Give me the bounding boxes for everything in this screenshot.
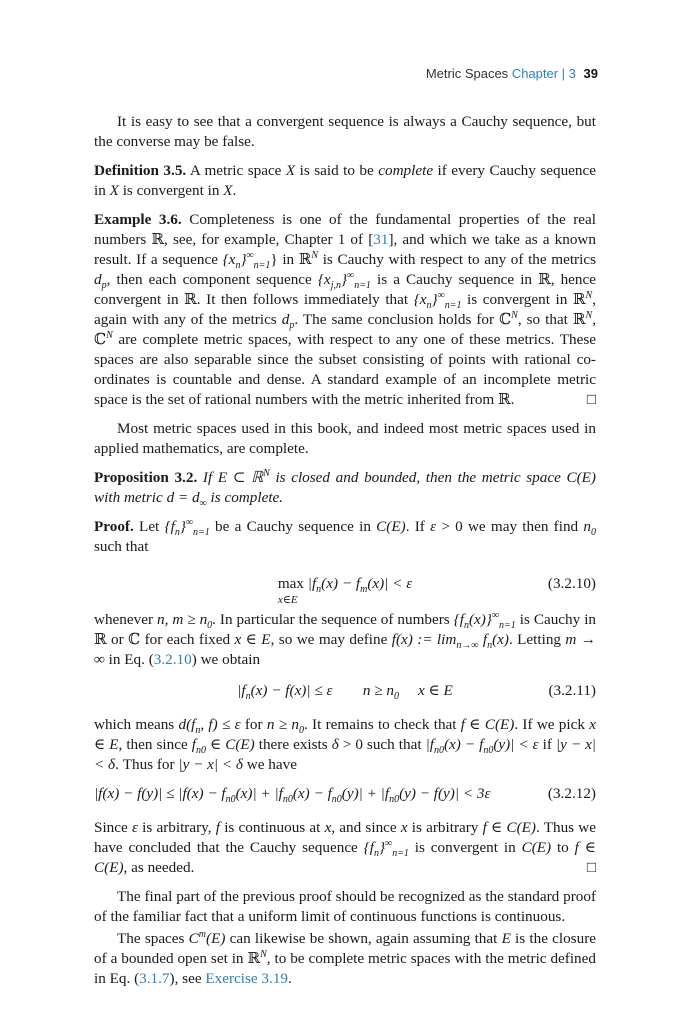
equation-3-2-10 (94, 566, 596, 606)
math-N: N (511, 309, 518, 321)
def-text: A metric space (186, 162, 286, 179)
math-n0: $n_0$ (583, 518, 596, 539)
example-text: Completeness is one of the fundamental properties of the real numbers ℝ, see, for example, Chapter 1 of [ (94, 211, 596, 248)
math-CE: C(E) (566, 469, 596, 486)
math-X: X (109, 182, 119, 199)
math-in-RN: } in ℝ (270, 251, 312, 268)
math-dp: $d_p$ (94, 271, 107, 292)
equation-number: (3.2.12) (547, 785, 596, 802)
paragraph-uniform-limit: The final part of the previous proof should be recognized as the standard proof of the familiar fact that a uniform limit of continuous functions is continuous. (94, 888, 596, 925)
math-E-subset: E ⊂ ℝ (217, 469, 264, 486)
proof-text: Let (133, 518, 165, 535)
proof-conclusion: Since ε is arbitrary, f is continuous at x, and since x is arbitrary f ∈ C(E). Thus we have concluded that the Cauchy sequence $\{f_n\}^\infty_{n=1}$ is convergent in C(E) to f ∈ C(E), as needed. □ (94, 819, 597, 876)
paragraph-complete-spaces: Most metric spaces used in this book, and indeed most metric spaces used in applied mathematics, are complete. (94, 420, 596, 457)
def-text: is said to be (295, 162, 379, 179)
example-text: , again with any of the metrics (94, 291, 597, 328)
example-text: is a Cauchy sequence in ℝ, hence convergent in ℝ. It then follows immediately that (94, 271, 597, 308)
prop-text: is complete. (206, 489, 284, 506)
math-N: N (585, 309, 593, 321)
definition-label: Definition 3.5. (94, 162, 187, 179)
math-CN: ℂ (499, 311, 512, 328)
math-N: N (106, 329, 113, 341)
math-dp: $d_p$ (281, 311, 295, 332)
equation-body: $|f(x) - f(y)| \le |f(x) - f_{n0}(x)| + |f_{n0}(x) - f_{n0}(y)| + |f_{n0}(y) - f(y)| < 3\varepsilon$ (94, 785, 491, 806)
math-seq: $\{x_n\}^\infty_{n=1}$ (222, 249, 271, 272)
example-text: ], and which we take as a known result. If a sequence (94, 231, 596, 268)
page-number: 39 (583, 66, 598, 81)
math-X: X (223, 182, 233, 199)
equation-ref-link[interactable]: 3.1.7 (139, 970, 170, 987)
exercise-link[interactable]: Exercise 3.19 (205, 970, 289, 987)
math-seq: $\{x_n\}^\infty_{n=1}$ (413, 289, 462, 312)
proof-text: be a Cauchy sequence in (209, 518, 377, 535)
example-text: , so that (517, 311, 573, 328)
math-fn-seq: $\{f_n\}^\infty_{n=1}$ (164, 516, 210, 539)
equation-ref-link[interactable]: 3.2.10 (153, 651, 192, 668)
equation-body: max x∈E $|f_n(x) - f_m(x)| < \varepsilon$ (277, 575, 413, 606)
example-label: Example 3.6. (94, 211, 182, 228)
intro-paragraph: It is easy to see that a convergent sequence is always a Cauchy sequence, but the converse may be false. (94, 113, 596, 150)
def-text: if every Cauchy sequence in (94, 162, 596, 199)
def-text: is convergent in (118, 182, 224, 199)
proof-text: such that (94, 538, 149, 555)
qed-icon: □ (586, 391, 596, 408)
math-CE: C(E) (376, 518, 406, 535)
prop-text: is closed and bounded, then the metric space (269, 469, 567, 486)
math-X: X (285, 162, 296, 179)
example-text: are complete metric spaces, with respect to any one of these metrics. These spaces are also separable since the subset consisting of points with rational co-ordinates is countable and dense. A standard example of an incomplete metric space is the set of rational numbers with the metric inherited from ℝ. (94, 331, 596, 408)
math-N: N (311, 249, 319, 261)
prop-text: with metric (94, 489, 167, 506)
proof-label: Proof. (94, 518, 134, 535)
math-d-inf: $d = d_\infty$ (166, 489, 207, 510)
equation-body: $|f_n(x) - f(x)| \le \varepsilon$ $n \ge n_0$ x ∈ E (237, 682, 453, 703)
paragraph-Cm-spaces: The spaces $C^m(E)$ can likewise be shown, again assuming that E is the closure of a bounded open set in ℝ$^N$, to be complete metric spaces with the metric defined in Eq. (3.1.7), see Exercise 3.19. (94, 928, 596, 987)
qed-icon: □ (586, 859, 596, 876)
example-3-6 (94, 210, 596, 410)
equation-number: (3.2.11) (548, 682, 596, 699)
math-RN: ℝ (572, 291, 586, 308)
equation-number: (3.2.10) (547, 575, 596, 592)
example-text: is Cauchy with respect to any of the metrics (318, 251, 596, 268)
prop-text: If (197, 469, 218, 486)
example-text: . The same conclusion holds for (294, 311, 500, 328)
math-N: N (585, 289, 593, 301)
header-chapter: Chapter | 3 (511, 66, 576, 81)
proof (94, 517, 596, 557)
citation-link[interactable]: 31 (373, 231, 389, 248)
math-CN: , ℂ (94, 311, 596, 348)
definition-3-5: Definition 3.5. A metric space X is said to be complete if every Cauchy sequence in X is convergent in X. (94, 162, 596, 199)
proof-continued-2: which means $d(f_n$, f) ≤ ε for $n \ge n_0$. It remains to check that f ∈ C(E). If we pick x ∈ E, then since $f_{n0}$ ∈ C(E) there exists δ > 0 such that $|f_{n0}(x) - f_{n0}(y)| < \varepsilon$ if |y − x| < δ. Thus for |y − x| < δ we have (94, 716, 596, 773)
proof-text: . If (405, 518, 431, 535)
example-text: , then each component sequence (106, 271, 318, 288)
proof-continued-1: whenever n, $m \ge n_0$. In particular the sequence of numbers $\{f_n(x)\}^\infty_{n=1}$ is Cauchy in ℝ or ℂ for each fixed x ∈ E, so we may define f(x) := $\lim_{n\to\infty} f_n(x)$. Letting m → ∞ in Eq. (3.2.10) we obtain (94, 609, 597, 668)
equation-3-2-11 (94, 679, 596, 711)
definition-term: complete (378, 162, 434, 179)
page-body (94, 112, 596, 998)
math-RN: ℝ (572, 311, 586, 328)
running-header (426, 66, 598, 81)
example-text: is convergent in (461, 291, 573, 308)
math-N: N (263, 467, 270, 479)
math-component-seq: $\{x_{j,n}\}^\infty_{n=1}$ (317, 269, 371, 292)
header-title: Metric Spaces (425, 66, 509, 81)
proposition-label: Proposition 3.2. (94, 469, 198, 486)
proof-text: > 0 we may then find (436, 518, 584, 535)
math-eps: ε (430, 518, 437, 535)
equation-3-2-12 (94, 784, 596, 814)
proposition-3-2 (94, 468, 596, 508)
